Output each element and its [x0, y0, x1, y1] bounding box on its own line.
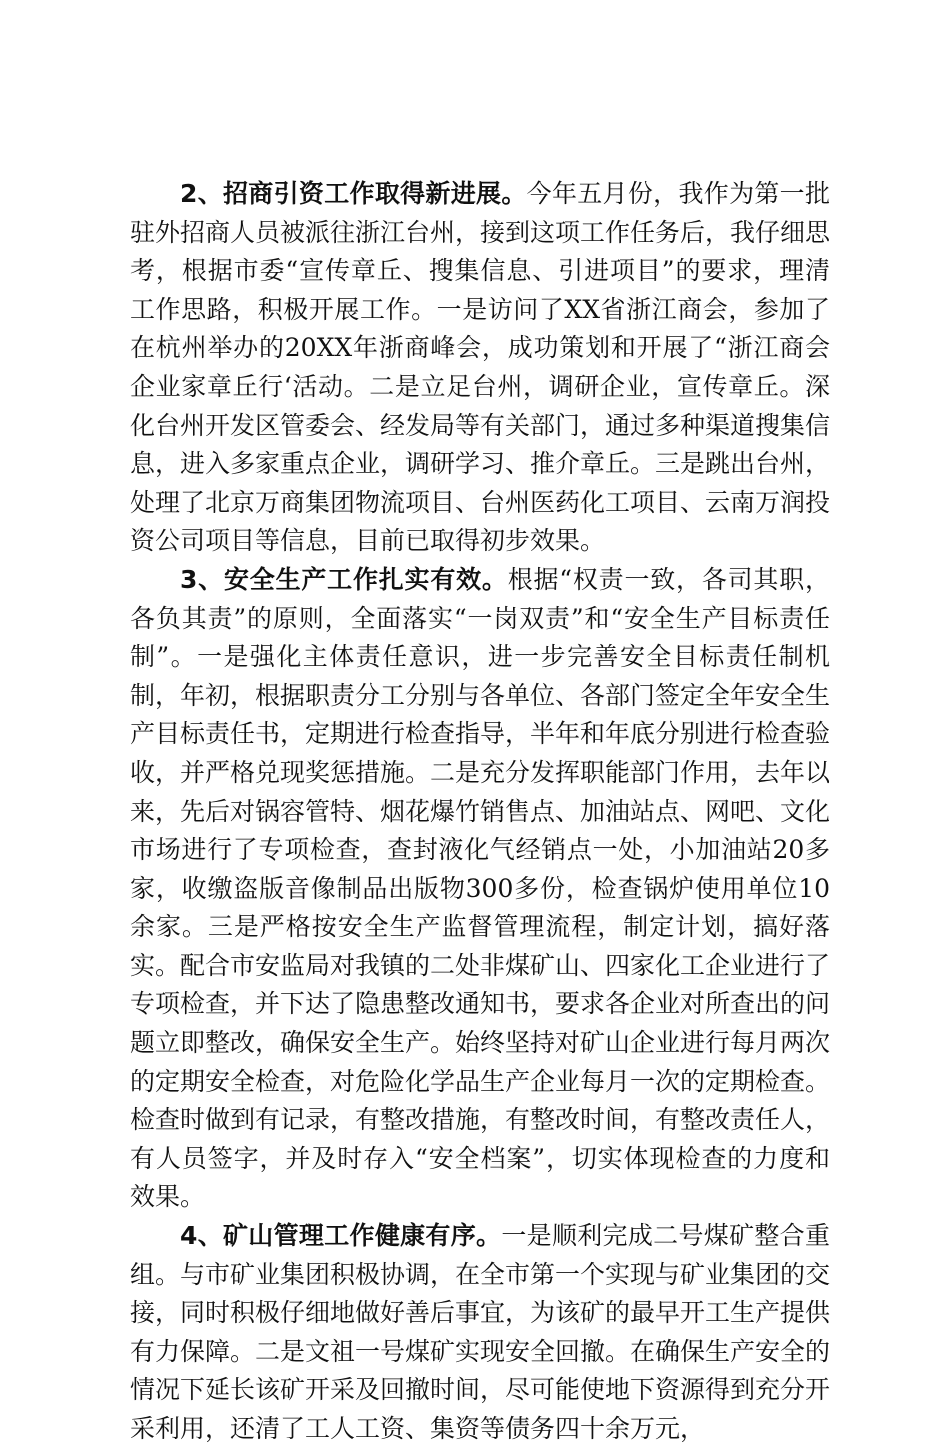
- section-heading-safety: 3、安全生产工作扎实有效。: [180, 564, 508, 594]
- paragraph-text-mining: 一是顺利完成二号煤矿整合重组。与市矿业集团积极协调，在全市第一个实现与矿业集团的交接，同时积极仔细地做好善后事宜，为该矿的最早开工生产提供有力保障。二是文祖一号煤矿实现安全回撤。在确保生产安全的情况下延长该矿开采及回撤时间，尽可能使地下资源得到充分开采利用，还清了工人工资、集资等债务四十余万元，: [130, 1221, 831, 1443]
- paragraph-investment: [130, 175, 830, 561]
- paragraph-safety: [130, 561, 830, 1217]
- paragraph-text-safety: 根据“权责一致，各司其职，各负其责”的原则，全面落实“一岗双责”和“安全生产目标责任制”。一是强化主体责任意识，进一步完善安全目标责任制机制，年初，根据职责分工分别与各单位、各部门签定全年安全生产目标责任书，定期进行检查指导，半年和年底分别进行检查验收，并严格兑现奖惩措施。二是充分发挥职能部门作用，去年以来，先后对锅容管特、烟花爆竹销售点、加油站点、网吧、文化市场进行了专项检查，查封液化气经销点一处，小加油站20多家，收缴盗版音像制品出版物300多份，检查锅炉使用单位10余家。三是严格按安全生产监督管理流程，制定计划，搞好落实。配合市安监局对我镇的二处非煤矿山、四家化工企业进行了专项检查，并下达了隐患整改通知书，要求各企业对所查出的问题立即整改，确保安全生产。始终坚持对矿山企业进行每月两次的定期安全检查，对危险化学品生产企业每月一次的定期检查。检查时做到有记录，有整改措施，有整改时间，有整改责任人，有人员签字，并及时存入“安全档案”，切实体现检查的力度和效果。: [130, 564, 831, 1212]
- paragraph-text-investment: 今年五月份，我作为第一批驻外招商人员被派往浙江台州，接到这项工作任务后，我仔细思考，根据市委“宣传章丘、搜集信息、引进项目”的要求，理清工作思路，积极开展工作。一是访问了XX省浙江商会，参加了在杭州举办的20XX年浙商峰会，成功策划和开展了“浙江商会企业家章丘行‘活动。二是立足台州，调研企业，宣传章丘。深化台州开发区管委会、经发局等有关部门，通过多种渠道搜集信息，进入多家重点企业，调研学习、推介章丘。三是跳出台州，处理了北京万商集团物流项目、台州医药化工项目、云南万润投资公司项目等信息，目前已取得初步效果。: [130, 179, 831, 556]
- paragraph-mining: [130, 1217, 830, 1449]
- section-heading-investment: 2、招商引资工作取得新进展。: [180, 179, 527, 208]
- document-body: [130, 175, 830, 1449]
- section-heading-mining: 4、矿山管理工作健康有序。: [180, 1221, 502, 1251]
